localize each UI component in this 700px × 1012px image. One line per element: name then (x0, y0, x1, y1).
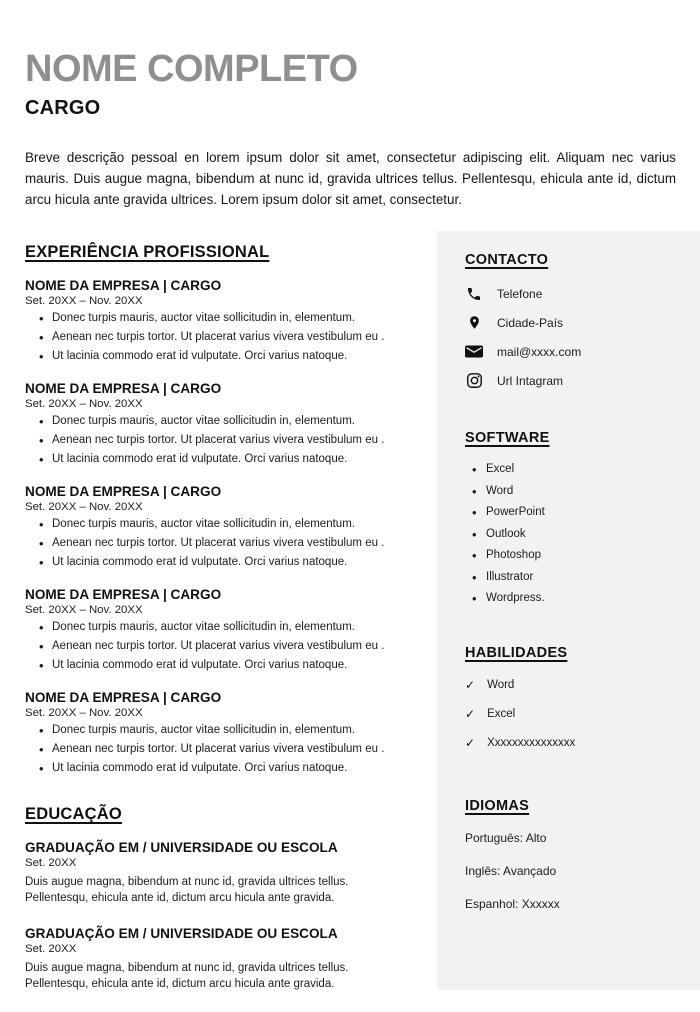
experience-section (25, 243, 417, 776)
skill-item (465, 707, 682, 721)
entry-title: NOME DA EMPRESA | CARGO (25, 689, 222, 705)
main-column (25, 243, 417, 1012)
bullet-item: • Aenean nec turpis tortor. Ut placerat varius vivera vestibulum eu . (52, 742, 417, 758)
contact-label: mail@xxxx.com (497, 344, 582, 359)
education-entry (25, 840, 417, 907)
software-item: • Outlook (486, 528, 682, 540)
degree-description (25, 875, 417, 907)
bullet-item: • Aenean nec turpis tortor. Ut placerat varius vivera vestibulum eu . (52, 639, 417, 655)
entry-dates: Set. 20XX – Nov. 20XX (25, 295, 143, 307)
bullet-item: • Donec turpis mauris, auctor vitae sollicitudin in, elementum. (52, 723, 417, 739)
software-item: • Photoshop (486, 549, 682, 561)
instagram-icon (465, 372, 483, 390)
software-item: • PowerPoint (486, 506, 682, 518)
software-section (465, 430, 682, 604)
entry-dates: Set. 20XX – Nov. 20XX (25, 397, 143, 410)
entry-bullet-list (25, 723, 417, 777)
contact-label: Url Intagram (497, 373, 564, 388)
education-heading: EDUCAÇÃO (25, 805, 122, 824)
degree-title: GRADUAÇÃO EM / UNIVERSIDADE OU ESCOLA (25, 840, 338, 856)
bullet-item: • Ut lacinia commodo erat id vulputate. Orci varius natoque. (52, 555, 417, 571)
skill-item (465, 736, 682, 750)
skills-heading: HABILIDADES (465, 645, 568, 661)
entry-dates: Set. 20XX – Nov. 20XX (25, 706, 143, 719)
skills-section (465, 645, 682, 750)
degree-description-line: Duis augue magna, bibendum at nunc id, gravida ultrices tellus. (25, 876, 349, 889)
bullet-item: • Aenean nec turpis tortor. Ut placerat varius vivera vestibulum eu . (52, 433, 417, 449)
bullet-item: • Aenean nec turpis tortor. Ut placerat varius vivera vestibulum eu . (52, 330, 417, 346)
experience-entry (25, 690, 417, 777)
check-icon: ✓ (465, 678, 476, 692)
software-item: • Word (486, 485, 682, 497)
contact-label: Cidade-País (497, 315, 564, 330)
bullet-item: • Donec turpis mauris, auctor vitae sollicitudin in, elementum. (52, 311, 417, 327)
entry-bullet-list (25, 620, 417, 674)
experience-heading: EXPERIÊNCIA PROFISSIONAL (25, 243, 270, 261)
degree-description-line: Pellentesqu, ehicula ante id, dictum arcu hicula ante gravida. (25, 977, 335, 990)
degree-description-line: Pellentesqu, ehicula ante id, dictum arcu hicula ante gravida. (25, 892, 335, 905)
entry-dates: Set. 20XX – Nov. 20XX (25, 500, 143, 513)
software-item: • Excel (486, 463, 682, 475)
language-item: Espanhol: Xxxxxx (465, 897, 560, 911)
skill-label: Xxxxxxxxxxxxxxx (487, 737, 576, 749)
mail-icon (465, 343, 483, 361)
entry-bullet-list (25, 311, 417, 365)
contact-label: Telefone (497, 286, 543, 301)
contact-item-email (465, 343, 682, 360)
bullet-item: • Donec turpis mauris, auctor vitae sollicitudin in, elementum. (52, 517, 417, 533)
entry-title: NOME DA EMPRESA | CARGO (25, 483, 222, 499)
bullet-item: • Donec turpis mauris, auctor vitae sollicitudin in, elementum. (52, 620, 417, 636)
resume-header (25, 50, 676, 210)
degree-description-line: Duis augue magna, bibendum at nunc id, gravida ultrices tellus. (25, 962, 349, 975)
entry-dates: Set. 20XX – Nov. 20XX (25, 603, 143, 616)
bullet-item: • Donec turpis mauris, auctor vitae sollicitudin in, elementum. (52, 414, 417, 430)
software-item: • Illustrator (486, 571, 682, 583)
degree-dates: Set. 20XX (25, 857, 77, 870)
experience-entry (25, 278, 417, 365)
skill-label: Word (487, 679, 515, 691)
job-title: CARGO (25, 96, 101, 119)
experience-entry (25, 381, 417, 468)
bullet-item: • Ut lacinia commodo erat id vulputate. Orci varius natoque. (52, 658, 417, 674)
contact-item-phone (465, 285, 682, 302)
degree-description (25, 961, 417, 993)
languages-section (465, 798, 682, 911)
entry-title: NOME DA EMPRESA | CARGO (25, 278, 222, 293)
languages-heading: IDIOMAS (465, 798, 530, 814)
language-item: Inglês: Avançado (465, 864, 557, 878)
education-entry (25, 926, 417, 993)
location-icon (465, 314, 483, 332)
sidebar (437, 231, 700, 990)
experience-entry (25, 484, 417, 571)
degree-dates: Set. 20XX (25, 943, 77, 956)
phone-icon (465, 285, 483, 303)
entry-bullet-list (25, 414, 417, 468)
check-icon: ✓ (465, 707, 476, 721)
contact-section (465, 252, 682, 389)
bullet-item: • Ut lacinia commodo erat id vulputate. Orci varius natoque. (52, 761, 417, 777)
entry-title: NOME DA EMPRESA | CARGO (25, 380, 222, 396)
full-name: NOME COMPLETO (25, 48, 358, 90)
software-list (465, 463, 682, 604)
contact-item-instagram (465, 372, 682, 389)
language-item: Português: Alto (465, 831, 547, 845)
software-heading: SOFTWARE (465, 430, 550, 446)
skill-label: Excel (487, 708, 516, 720)
contact-item-location (465, 314, 682, 331)
education-section (25, 805, 417, 992)
bullet-item: • Ut lacinia commodo erat id vulputate. Orci varius natoque. (52, 349, 417, 365)
personal-summary: Breve descrição pessoal en lorem ipsum dolor sit amet, consectetur adipiscing elit. Aliquam nec varius mauris. Duis augue magna, bibendum at nunc id, gravida ultrices tellus. Pellentesqu, ehicula ante id, dictum arcu hicula ante gravida ultrices. Lorem ipsum dolor sit amet, consectetur. (25, 149, 676, 208)
contact-heading: CONTACTO (465, 252, 549, 268)
degree-title: GRADUAÇÃO EM / UNIVERSIDADE OU ESCOLA (25, 926, 338, 942)
bullet-item: • Ut lacinia commodo erat id vulputate. Orci varius natoque. (52, 452, 417, 468)
skill-item (465, 678, 682, 692)
bullet-item: • Aenean nec turpis tortor. Ut placerat varius vivera vestibulum eu . (52, 536, 417, 552)
check-icon: ✓ (465, 736, 476, 750)
experience-entry (25, 587, 417, 674)
entry-title: NOME DA EMPRESA | CARGO (25, 586, 222, 602)
software-item: • Wordpress. (486, 592, 682, 604)
entry-bullet-list (25, 517, 417, 571)
